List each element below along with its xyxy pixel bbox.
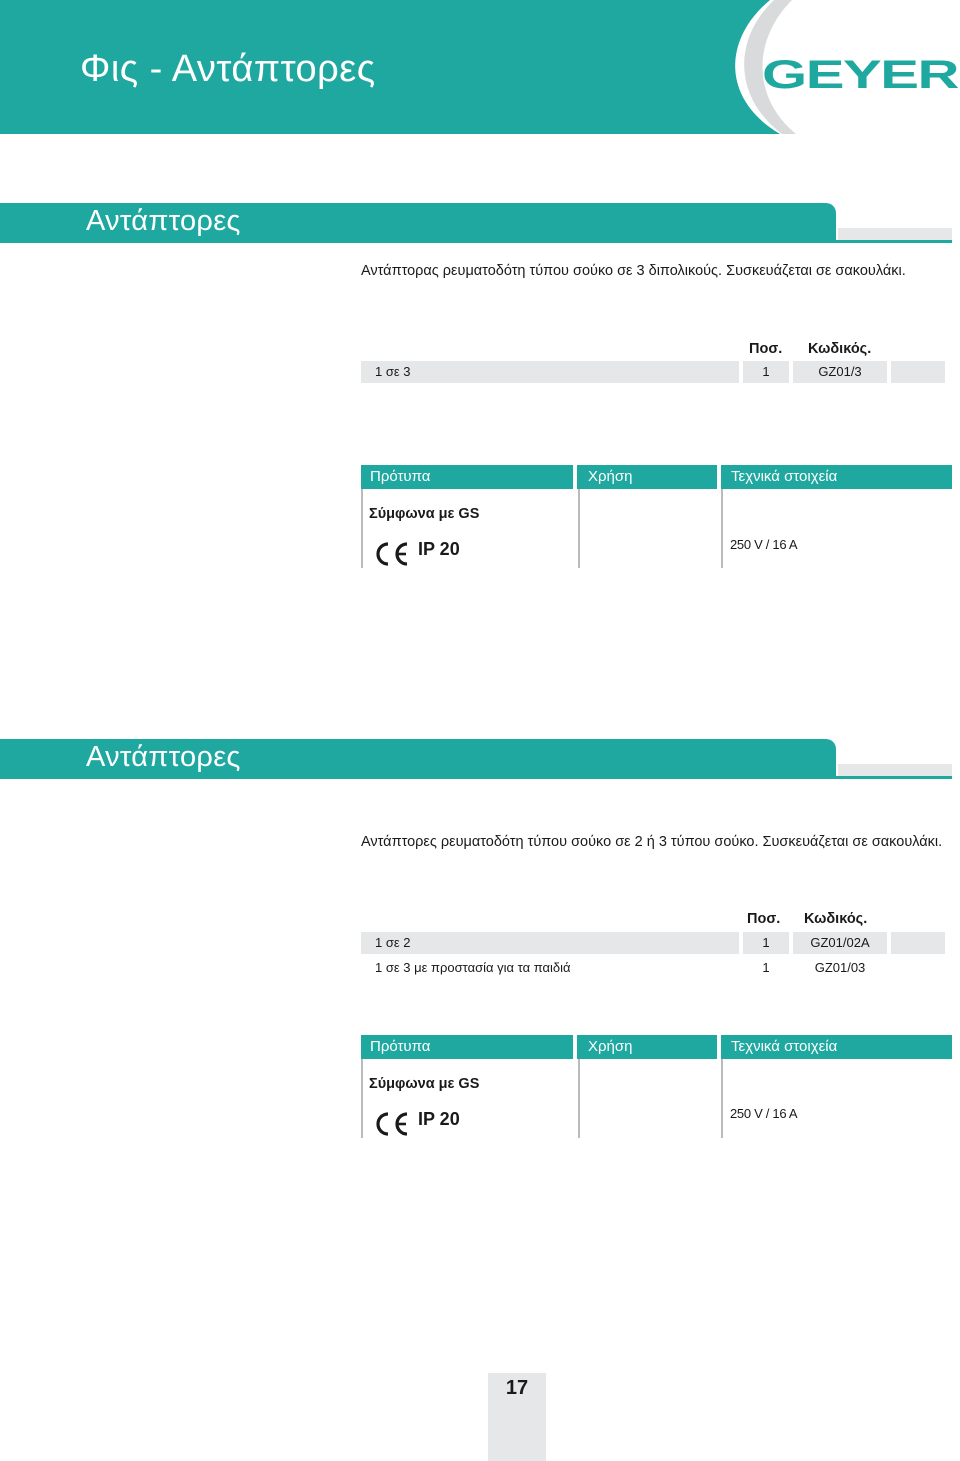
section-divider-grey xyxy=(838,228,952,240)
column-line xyxy=(721,489,723,568)
ip-rating: IP 20 xyxy=(418,1109,460,1129)
product-code: GZ01/03 xyxy=(814,960,866,975)
header-separator xyxy=(573,465,577,489)
product-qty: 1 xyxy=(762,935,770,950)
product-name: 1 σε 3 με προστασία για τα παιδιά xyxy=(375,960,571,975)
row-name-bg xyxy=(361,932,739,954)
header-separator xyxy=(573,1035,577,1059)
standard-label: Σύμφωνα με GS xyxy=(369,506,480,522)
row-name-bg xyxy=(361,361,739,383)
specs-table-header xyxy=(361,1035,952,1059)
page-number: 17 xyxy=(505,1377,529,1399)
header-standards: Πρότυπα xyxy=(370,468,431,485)
section-description: Αντάπτορας ρευματοδότη τύπου σούκο σε 3 διπολικούς. Συσκευάζεται σε σακουλάκι. xyxy=(361,263,906,279)
section-title: Αντάπτορες xyxy=(86,741,241,773)
header-separator xyxy=(717,465,721,489)
section-title: Αντάπτορες xyxy=(86,205,241,237)
product-name: 1 σε 2 xyxy=(375,935,411,950)
svg-text:GEYER: GEYER xyxy=(762,53,960,97)
ip-rating: IP 20 xyxy=(418,539,460,559)
column-line xyxy=(361,489,363,568)
standard-label: Σύμφωνα με GS xyxy=(369,1076,480,1092)
column-line xyxy=(361,1059,363,1138)
code-column-header: Κωδικός. xyxy=(804,911,868,927)
product-name: 1 σε 3 xyxy=(375,364,411,379)
column-line xyxy=(721,1059,723,1138)
section-divider xyxy=(0,776,952,779)
column-line xyxy=(578,489,580,568)
header-usage: Χρήση xyxy=(588,468,633,485)
header-technical: Τεχνικά στοιχεία xyxy=(731,468,838,485)
ce-mark-icon xyxy=(372,540,410,568)
product-code: GZ01/02A xyxy=(810,935,870,950)
technical-spec: 250 V / 16 A xyxy=(730,1106,798,1121)
header-technical: Τεχνικά στοιχεία xyxy=(731,1038,838,1055)
column-line xyxy=(578,1059,580,1138)
section-divider xyxy=(0,240,952,243)
qty-column-header: Ποσ. xyxy=(747,911,781,927)
product-qty: 1 xyxy=(762,364,770,379)
header-standards: Πρότυπα xyxy=(370,1038,431,1055)
specs-table-header xyxy=(361,465,952,489)
ce-mark-icon xyxy=(372,1110,410,1138)
section-description: Αντάπτορες ρευματοδότη τύπου σούκο σε 2 ή 3 τύπου σούκο. Συσκευάζεται σε σακουλάκι. xyxy=(361,834,943,850)
qty-column-header: Ποσ. xyxy=(749,341,783,357)
technical-spec: 250 V / 16 A xyxy=(730,537,798,552)
page-title: Φις - Αντάπτορες xyxy=(80,48,376,90)
geyer-logo xyxy=(730,0,960,134)
header-separator xyxy=(717,1035,721,1059)
row-extra-bg xyxy=(891,361,945,383)
code-column-header: Κωδικός. xyxy=(808,341,872,357)
section-divider-grey xyxy=(838,764,952,776)
product-code: GZ01/3 xyxy=(818,364,862,379)
header-usage: Χρήση xyxy=(588,1038,633,1055)
product-qty: 1 xyxy=(762,960,770,975)
row-extra-bg xyxy=(891,932,945,954)
